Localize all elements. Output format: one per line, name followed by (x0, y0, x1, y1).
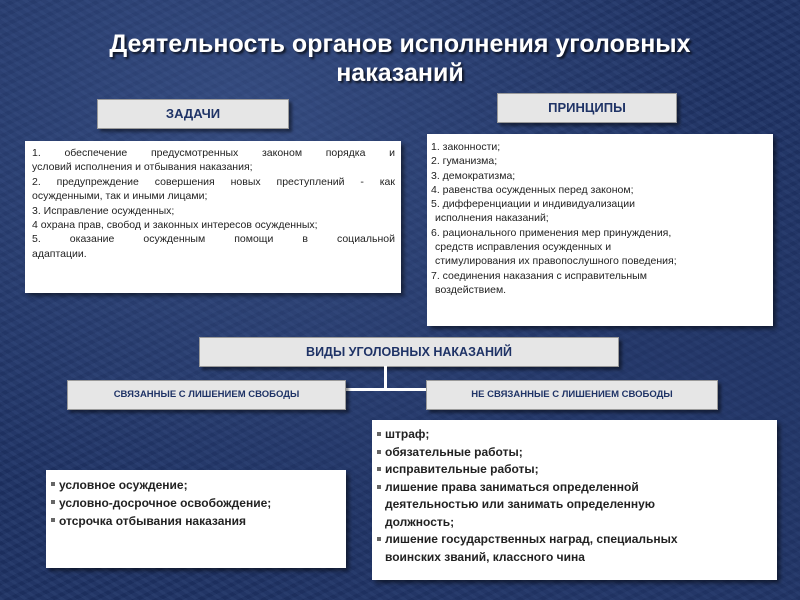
without-deprivation-item-2 (377, 444, 777, 462)
without-deprivation-item-4 (377, 479, 777, 497)
tasks-line-6: 4 охрана прав, свобод и законных интересов осужденных; (32, 219, 318, 232)
with-deprivation-list (51, 476, 346, 530)
bullet-icon (377, 450, 381, 454)
principles-line-1: 1. законности; (431, 141, 501, 153)
bullet-icon (377, 467, 381, 471)
connector-vertical (384, 366, 387, 390)
principles-line-11: воздействием. (435, 283, 507, 296)
with-deprivation-box (46, 470, 346, 568)
principles-line-3: 3. демократизма; (431, 169, 516, 182)
tasks-box (25, 141, 401, 293)
without-deprivation-item-4-cont2-text: должность; (385, 514, 455, 529)
slide-title (0, 30, 800, 88)
without-deprivation-item-5-cont (377, 549, 777, 567)
with-deprivation-item-3 (51, 512, 346, 530)
tasks-header (97, 99, 289, 129)
tasks-line-4: осужденными, так и иными лицами; (32, 190, 208, 203)
principles-line-6: исполнения наказаний; (435, 212, 549, 225)
with-deprivation-label (67, 380, 346, 410)
without-deprivation-label (426, 380, 718, 410)
bullet-icon (377, 432, 381, 436)
without-deprivation-item-4-cont-text: деятельностью или занимать определенную (385, 497, 655, 511)
without-deprivation-item-4-text: лишение права заниматься определенной (385, 479, 639, 494)
types-header-label: ВИДЫ УГОЛОВНЫХ НАКАЗАНИЙ (306, 345, 512, 359)
principles-line-2: 2. гуманизма; (431, 155, 498, 168)
tasks-line-8: адаптации. (32, 247, 87, 260)
principles-line-5: 5. дифференциации и индивидуализации (431, 198, 636, 211)
bullet-icon (377, 485, 381, 489)
with-deprivation-label-text: СВЯЗАННЫЕ С ЛИШЕНИЕМ СВОБОДЫ (113, 389, 300, 400)
principles-header (497, 93, 677, 123)
without-deprivation-item-1-text: штраф; (385, 427, 430, 441)
without-deprivation-box (372, 420, 777, 580)
without-deprivation-item-4-cont (377, 496, 777, 514)
tasks-line-5: 3. Исправление осужденных; (32, 204, 175, 217)
with-deprivation-item-2-text: условно-досрочное освобождение; (59, 496, 272, 510)
tasks-line-7: 5. оказание осужденным помощи в социальной (32, 233, 395, 246)
with-deprivation-item-1-text: условное осуждение; (59, 478, 188, 492)
without-deprivation-item-5 (377, 531, 777, 549)
principles-box (427, 134, 773, 326)
principles-header-label: ПРИНЦИПЫ (548, 100, 626, 115)
tasks-header-label: ЗАДАЧИ (165, 106, 221, 121)
tasks-line-3: 2. предупреждение совершения новых преступлений - как (32, 175, 395, 188)
without-deprivation-list (377, 426, 777, 566)
with-deprivation-item-3-text: отсрочка отбывания наказания (59, 514, 247, 528)
principles-list (431, 140, 769, 297)
without-deprivation-item-3 (377, 461, 777, 479)
principles-line-7: 6. рационального применения мер принуждения, (431, 226, 672, 239)
principles-line-9: стимулирования их правопослушного поведения; (435, 255, 677, 268)
bullet-icon (51, 500, 55, 504)
tasks-line-2: условий исполнения и отбывания наказания; (32, 161, 253, 174)
without-deprivation-item-2-text: обязательные работы; (385, 444, 523, 459)
without-deprivation-item-1 (377, 426, 777, 444)
without-deprivation-item-3-text: исправительные работы; (385, 462, 539, 476)
bullet-icon (51, 518, 55, 522)
slide-title-line-2: наказаний (336, 59, 464, 87)
bullet-icon (51, 482, 55, 486)
principles-line-4: 4. равенства осужденных перед законом; (431, 183, 634, 196)
with-deprivation-item-1 (51, 476, 346, 494)
with-deprivation-item-2 (51, 494, 346, 512)
tasks-line-1: 1. обеспечение предусмотренных законом порядка и (32, 147, 395, 159)
without-deprivation-label-text: НЕ СВЯЗАННЫЕ С ЛИШЕНИЕМ СВОБОДЫ (471, 389, 673, 400)
without-deprivation-item-4-cont2 (377, 514, 777, 532)
bullet-icon (377, 537, 381, 541)
types-header (199, 337, 619, 367)
principles-line-10: 7. соединения наказания с исправительным (431, 269, 647, 282)
without-deprivation-item-5-cont-text: воинских званий, классного чина (385, 549, 585, 564)
slide-title-line-1: Деятельность органов исполнения уголовных (109, 30, 691, 58)
without-deprivation-item-5-text: лишение государственных наград, специальных (385, 532, 678, 546)
principles-line-8: средств исправления осужденных и (435, 241, 612, 254)
connector-horizontal (340, 388, 430, 391)
tasks-list (32, 146, 395, 261)
